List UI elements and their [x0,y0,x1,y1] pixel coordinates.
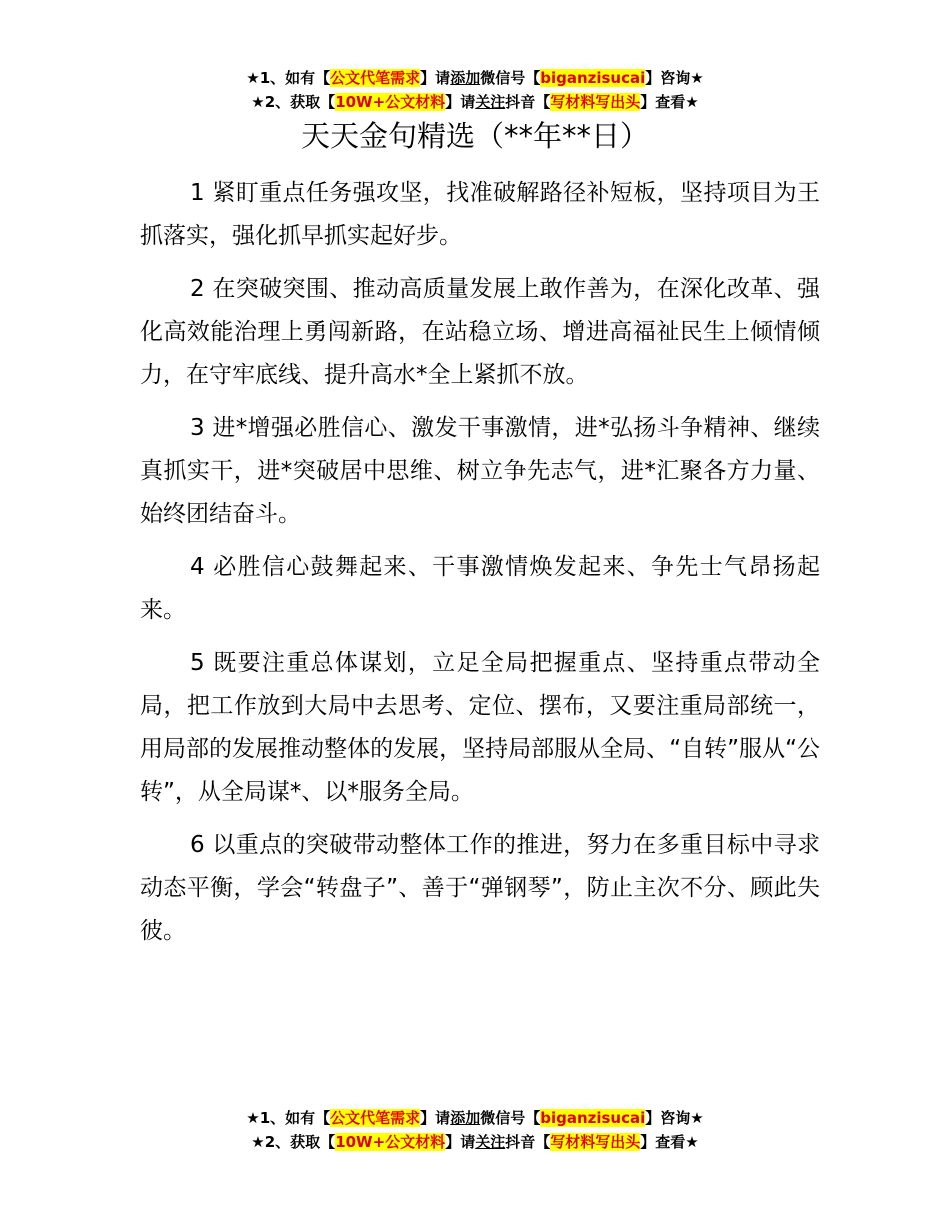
banner-text: ★1、如有【 [246,69,331,87]
footer-banner [0,1106,950,1154]
banner-highlight: 写材料写出头 [550,93,641,111]
paragraph-4: 4 必胜信心鼓舞起来、干事激情焕发起来、争先士气昂扬起来。 [140,554,820,623]
banner-highlight: 写材料写出头 [550,1133,641,1151]
header-banner [0,66,950,114]
banner-text: 】请 [420,1109,451,1127]
banner-line-1 [0,1106,950,1130]
banner-highlight: 10W+公文材料 [335,93,446,111]
banner-text: ★2、获取【 [251,1133,336,1151]
paragraph-3: 3 进*增强必胜信心、激发干事激情，进*弘扬斗争精神、继续真抓实干，进*突破居中思维、树立争先志气，进*汇聚各方力量、始终团结奋斗。 [140,415,820,527]
paragraph-1: 1 紧盯重点任务强攻坚，找准破解路径补短板，坚持项目为王抓落实，强化抓早抓实起好步。 [140,180,820,249]
banner-text: 】请 [445,93,476,111]
banner-text: 】请 [445,1133,476,1151]
banner-text: 抖音【 [505,93,551,111]
banner-line-1 [0,66,950,90]
banner-underlined-text: 添加 [450,1109,481,1127]
banner-highlight: 10W+公文材料 [335,1133,446,1151]
banner-highlight: 公文代笔需求 [330,1109,421,1127]
banner-highlight: biganzisucai [540,69,646,87]
banner-underlined-text: 关注 [475,93,506,111]
paragraph-2: 2 在突破突围、推动高质量发展上敢作善为，在深化改革、强化高效能治理上勇闯新路，在站稳立场、增进高福祉民生上倾情倾力，在守牢底线、提升高水*全上紧抓不放。 [140,276,820,388]
banner-text: 】请 [420,69,451,87]
banner-text: 微信号【 [480,69,541,87]
banner-text: 】查看★ [640,93,699,111]
banner-highlight: biganzisucai [540,1109,646,1127]
banner-text: 微信号【 [480,1109,541,1127]
banner-text: ★1、如有【 [246,1109,331,1127]
banner-underlined-text: 添加 [450,69,481,87]
banner-highlight: 公文代笔需求 [330,69,421,87]
paragraph-5: 5 既要注重总体谋划，立足全局把握重点、坚持重点带动全局，把工作放到大局中去思考、定位、摆布，又要注重局部统一，用局部的发展推动整体的发展，坚持局部服从全局、“自转”服从“公转”，从全局谋*、以*服务全局。 [140,650,820,805]
banner-text: ★2、获取【 [251,93,336,111]
document-body [140,172,820,963]
banner-text: 】咨询★ [645,69,704,87]
banner-underlined-text: 关注 [475,1133,506,1151]
banner-text: 抖音【 [505,1133,551,1151]
banner-line-2 [0,1130,950,1154]
banner-line-2 [0,90,950,114]
banner-text: 】咨询★ [645,1109,704,1127]
paragraph-6: 6 以重点的突破带动整体工作的推进，努力在多重目标中寻求动态平衡，学会“转盘子”、善于“弹钢琴”，防止主次不分、顾此失彼。 [140,832,820,944]
banner-text: 】查看★ [640,1133,699,1151]
page-title: 天天金句精选（**年**日） [300,119,649,153]
